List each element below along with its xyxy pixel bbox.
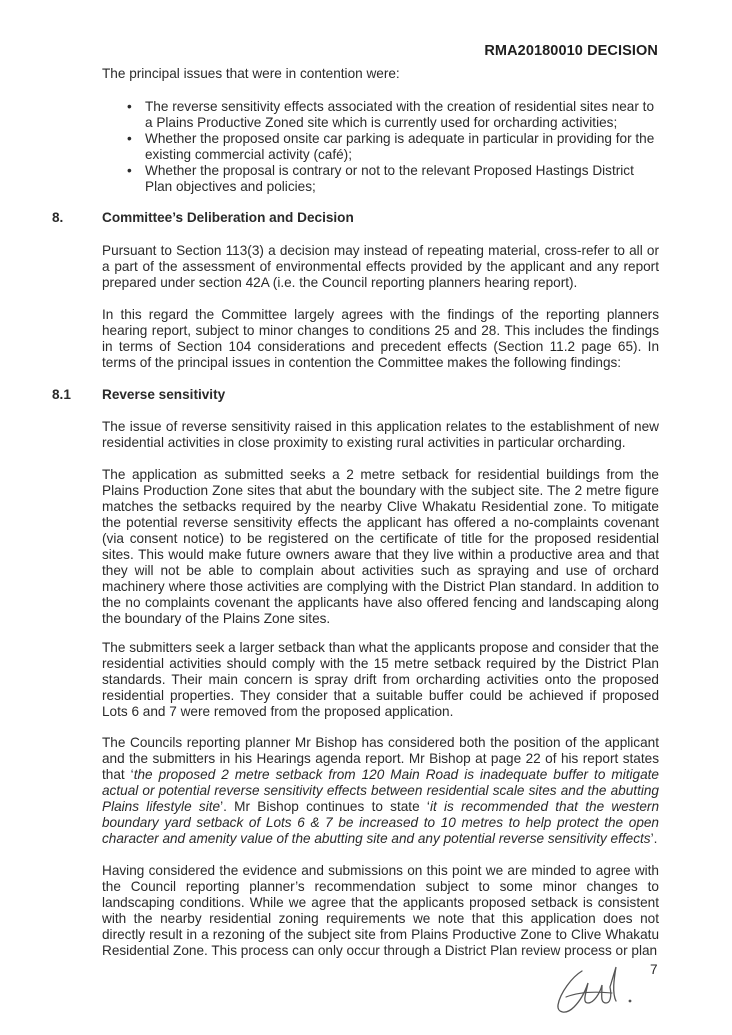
section-title: Committee’s Deliberation and Decision xyxy=(102,210,354,225)
list-item: • Whether the proposed onsite car parking is adequate in particular in providing for the existing commercial activity (café); xyxy=(127,131,655,162)
paragraph: Having considered the evidence and submissions on this point we are minded to agree with the Council reporting planner’s recommendation subject to some minor changes to landscaping conditions. While we agree that the applicants proposed setback is consistent with the nearby residential zoning requirements we note that this application does not directly result in a rezoning of the subject site from Plains Productive Zone to Clive Whakatu Residential Zone. This process can only occur through a District Plan review process or plan xyxy=(102,863,659,958)
list-item: • The reverse sensitivity effects associated with the creation of residential sites near to a Plains Productive Zoned site which is currently used for orcharding activities; xyxy=(127,99,655,130)
issues-list xyxy=(102,99,659,195)
paragraph: The Councils reporting planner Mr Bishop has considered both the position of the applicant and the submitters in his Hearings agenda report. Mr Bishop at page 22 of his report states that ‘the proposed 2 metre setback from 120 Main Road is inadequate buffer to mitigate actual or potential reverse sensitivity effects between residential scale sites and the abutting Plains lifestyle site’. Mr Bishop continues to state ‘it is recommended that the western boundary yard setback of Lots 6 & 7 be increased to 10 metres to help protect the open character and amenity value of the abutting site and any potential reverse sensitivity effects’. xyxy=(102,735,660,846)
section-number: 8.1 xyxy=(52,387,71,402)
section-number: 8. xyxy=(52,210,64,225)
quoted-text: it is recommended that the western boundary yard setback of Lots 6 & 7 be increased to 10 metres to help protect the open character and amenity value of the abutting site and any potential reverse sensitivity effects xyxy=(102,799,660,846)
page-number: 7 xyxy=(650,962,658,977)
signature-icon xyxy=(552,963,642,1018)
decision-reference: RMA20180010 DECISION xyxy=(484,43,658,59)
list-item: • Whether the proposal is contrary or not to the relevant Proposed Hastings District Plan objectives and policies; xyxy=(127,163,634,194)
bullet-icon: • xyxy=(127,163,132,178)
bullet-icon: • xyxy=(127,99,132,114)
quoted-text: the proposed 2 metre setback from 120 Main Road is inadequate buffer to mitigate actual or potential reverse sensitivity effects between residential scale sites and the abutting Plains lifestyle site xyxy=(102,767,659,814)
section-title: Reverse sensitivity xyxy=(102,387,226,402)
bullet-icon: • xyxy=(127,131,132,146)
paragraph: The issue of reverse sensitivity raised in this application relates to the establishment of new residential activities in close proximity to existing rural activities in particular orcharding. xyxy=(102,419,659,450)
paragraph: In this regard the Committee largely agrees with the findings of the reporting planners hearing report, subject to minor changes to conditions 25 and 28. This includes the findings in terms of Section 104 considerations and precedent effects (Section 11.2 page 65). In terms of the principal issues in contention the Committee makes the following findings: xyxy=(102,307,659,370)
paragraph: Pursuant to Section 113(3) a decision may instead of repeating material, cross-refer to all or a part of the assessment of environmental effects provided by the applicant and any report prepared under section 42A (i.e. the Council reporting planners hearing report). xyxy=(102,243,659,290)
paragraph: The submitters seek a larger setback than what the applicants propose and consider that the residential activities should comply with the 15 metre setback required by the District Plan standards. Their main concern is spray drift from orcharding activities onto the proposed residential properties. They consider that a suitable buffer could be achieved if proposed Lots 6 and 7 were removed from the proposed application. xyxy=(102,640,659,719)
paragraph: The application as submitted seeks a 2 metre setback for residential buildings from the Plains Production Zone sites that abut the boundary with the subject site. The 2 metre figure matches the setbacks required by the nearby Clive Whakatu Residential zone. To mitigate the potential reverse sensitivity effects the applicant has offered a no-complaints covenant (via consent notice) to be registered on the certificate of title for the proposed residential sites. This would make future owners aware that they live within a productive area and that they will not be able to complain about activities such as spraying and use of orchard machinery where those activities are complying with the District Plan standard. In addition to the no complaints covenant the applicants have also offered fencing and landscaping along the boundary of the Plains Zone sites. xyxy=(102,467,659,626)
intro-text: The principal issues that were in contention were: xyxy=(102,66,400,81)
